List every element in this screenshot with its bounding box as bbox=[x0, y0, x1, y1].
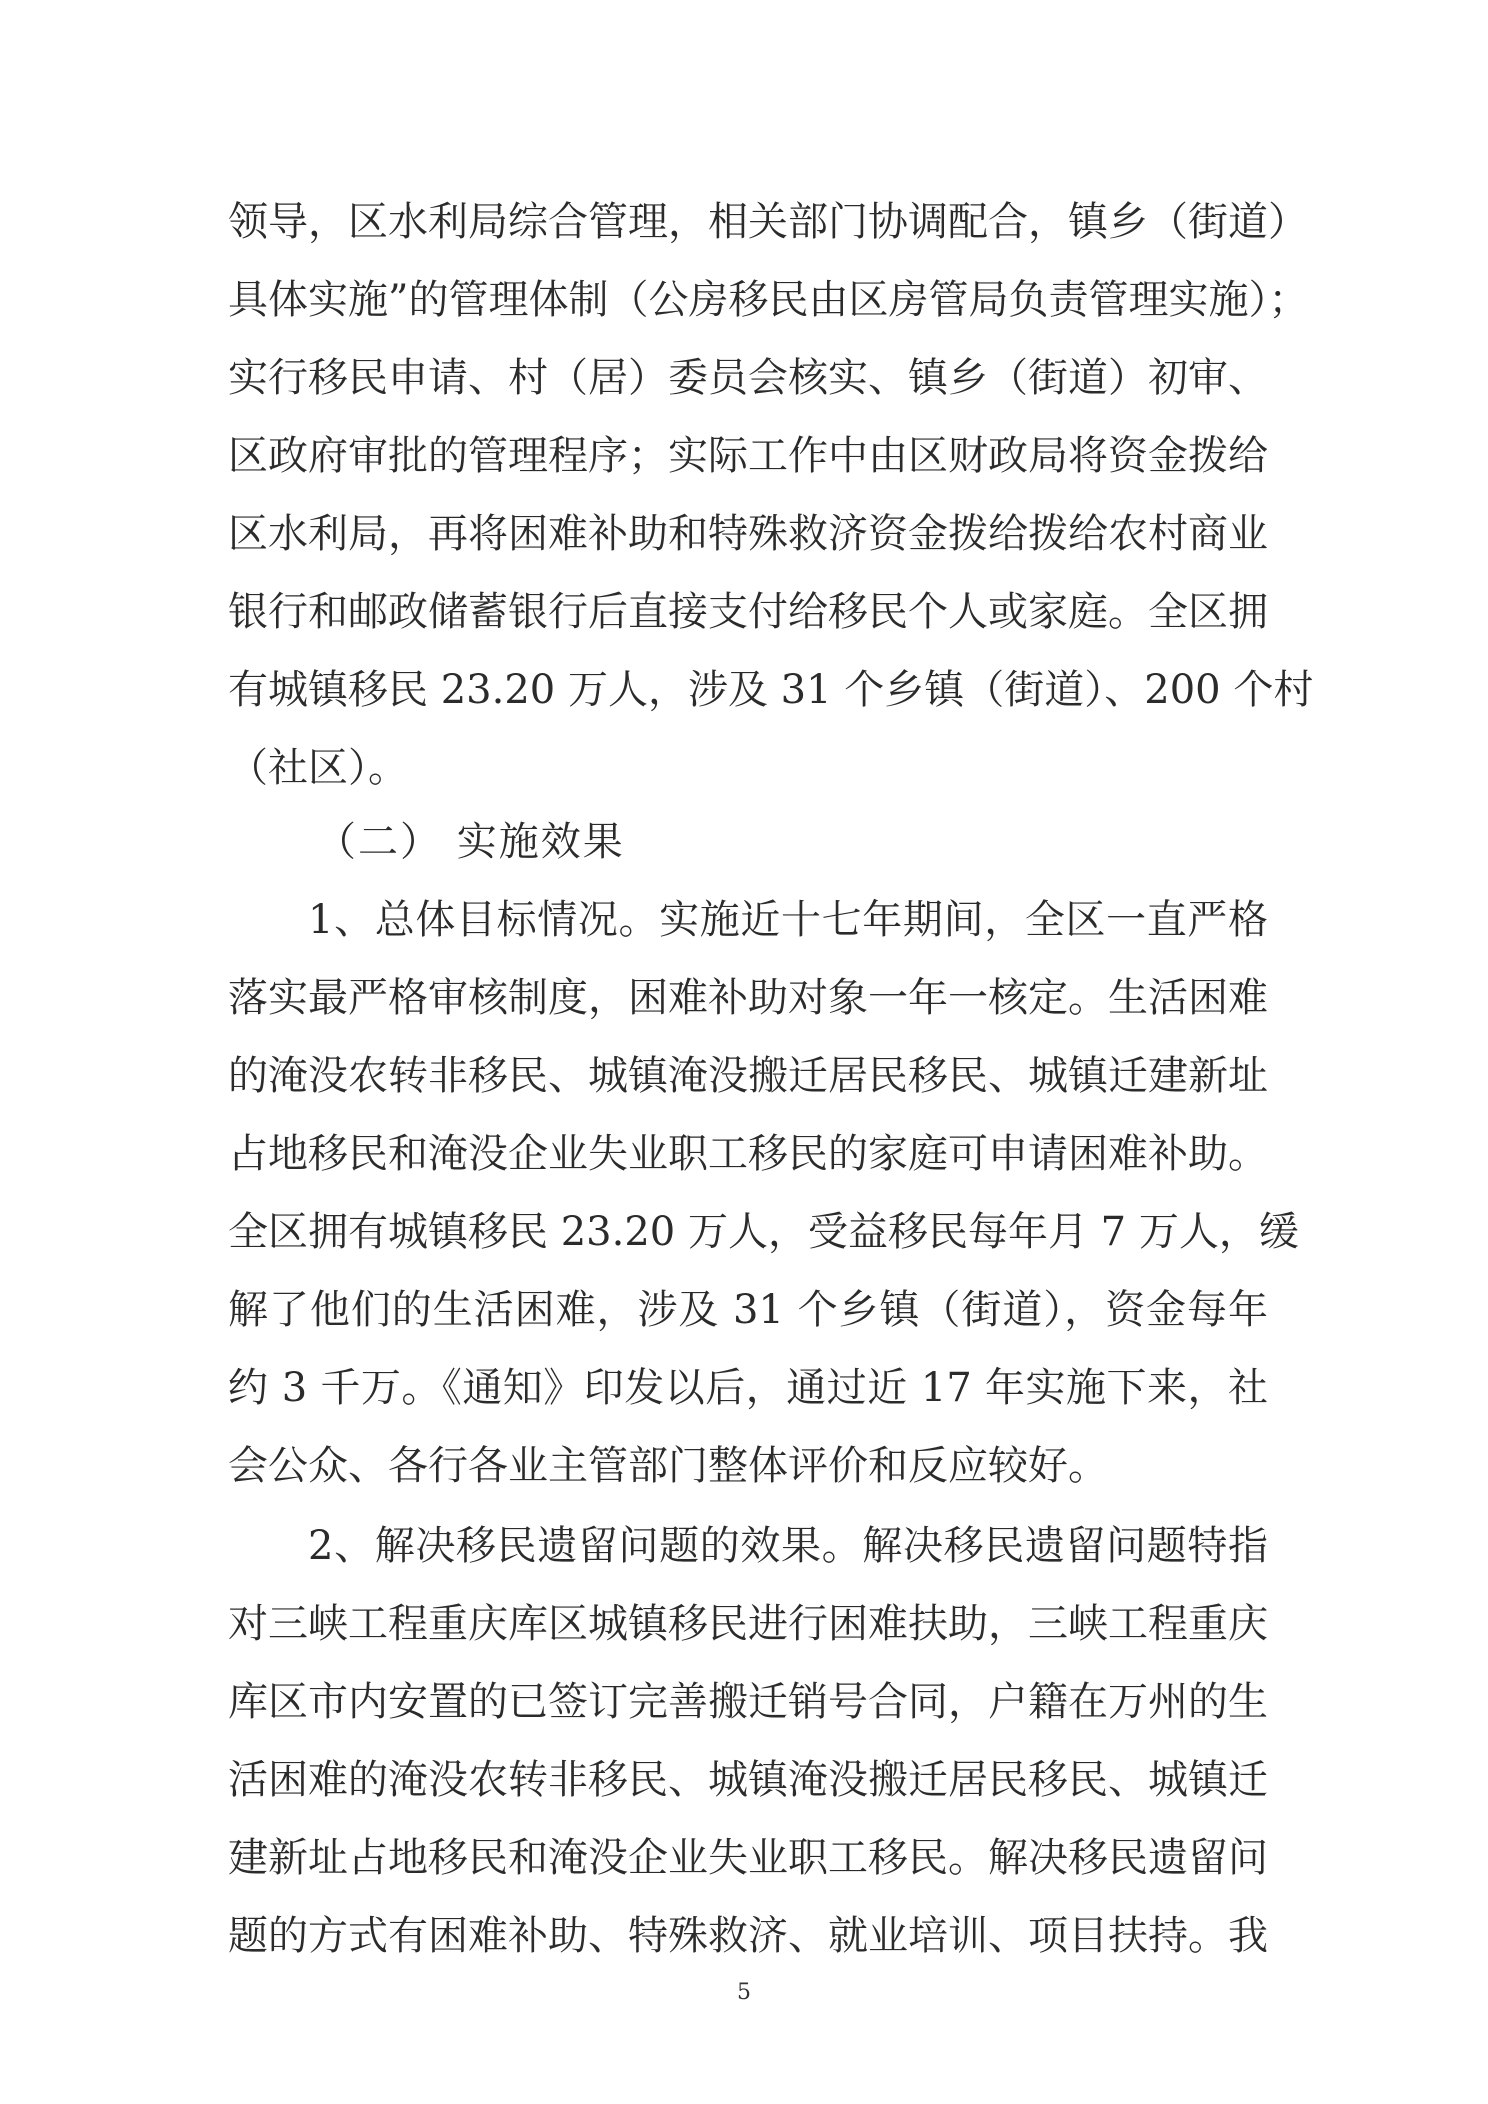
paragraph-3-line-3: 库区市内安置的已签订完善搬迁销号合同，户籍在万州的生 bbox=[228, 1679, 1268, 1725]
paragraph-3-line-1: 2、解决移民遗留问题的效果。解决移民遗留问题特指 bbox=[308, 1523, 1268, 1569]
paragraph-2-line-2: 落实最严格审核制度，困难补助对象一年一核定。生活困难 bbox=[228, 975, 1268, 1021]
paragraph-2-line-7: 约 3 千万。《通知》印发以后，通过近 17 年实施下来，社 bbox=[228, 1365, 1268, 1411]
paragraph-1-line-5: 区水利局，再将困难补助和特殊救济资金拨给拨给农村商业 bbox=[228, 511, 1268, 557]
paragraph-2-line-3: 的淹没农转非移民、城镇淹没搬迁居民移民、城镇迁建新址 bbox=[228, 1053, 1268, 1099]
section-heading: （二） 实施效果 bbox=[316, 819, 625, 865]
paragraph-1-line-6: 银行和邮政储蓄银行后直接支付给移民个人或家庭。全区拥 bbox=[228, 589, 1268, 635]
paragraph-1-line-8: （社区）。 bbox=[228, 745, 408, 791]
paragraph-1-line-7: 有城镇移民 23.20 万人，涉及 31 个乡镇（街道）、200 个村 bbox=[228, 667, 1314, 713]
paragraph-3-line-6: 题的方式有困难补助、特殊救济、就业培训、项目扶持。我 bbox=[228, 1913, 1268, 1959]
paragraph-2-line-1: 1、总体目标情况。实施近十七年期间，全区一直严格 bbox=[308, 897, 1268, 943]
paragraph-3-line-5: 建新址占地移民和淹没企业失业职工移民。解决移民遗留问 bbox=[228, 1835, 1268, 1881]
paragraph-2-line-8: 会公众、各行各业主管部门整体评价和反应较好。 bbox=[228, 1443, 1108, 1489]
paragraph-3-line-4: 活困难的淹没农转非移民、城镇淹没搬迁居民移民、城镇迁 bbox=[228, 1757, 1268, 1803]
paragraph-3-line-2: 对三峡工程重庆库区城镇移民进行困难扶助，三峡工程重庆 bbox=[228, 1601, 1268, 1647]
paragraph-2-line-4: 占地移民和淹没企业失业职工移民的家庭可申请困难补助。 bbox=[228, 1131, 1268, 1177]
page-number: 5 bbox=[737, 1980, 751, 2005]
paragraph-1-line-1: 领导，区水利局综合管理，相关部门协调配合，镇乡（街道） bbox=[228, 199, 1308, 245]
paragraph-1-line-2: 具体实施”的管理体制（公房移民由区房管局负责管理实施）； bbox=[228, 277, 1309, 323]
paragraph-1-line-3: 实行移民申请、村（居）委员会核实、镇乡（街道）初审、 bbox=[228, 355, 1268, 401]
paragraph-1-line-4: 区政府审批的管理程序；实际工作中由区财政局将资金拨给 bbox=[228, 433, 1268, 479]
paragraph-2-line-6: 解了他们的生活困难，涉及 31 个乡镇（街道），资金每年 bbox=[228, 1287, 1268, 1333]
paragraph-2-line-5: 全区拥有城镇移民 23.20 万人，受益移民每年月 7 万人，缓 bbox=[228, 1209, 1299, 1255]
